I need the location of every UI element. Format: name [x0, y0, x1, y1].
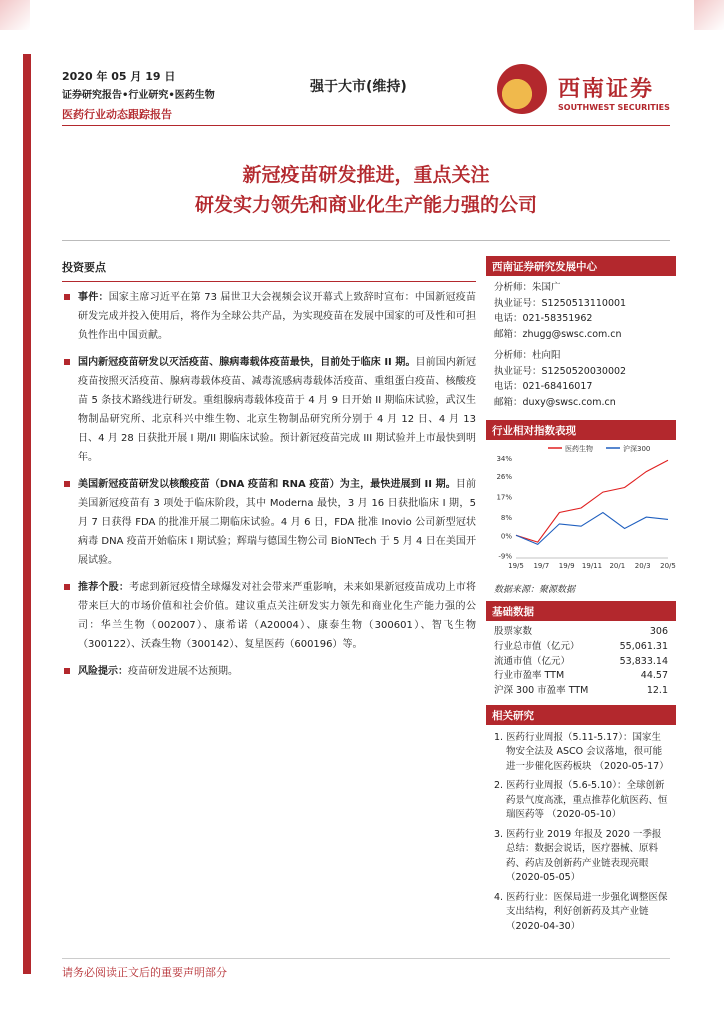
company-logo-name: 西南证券	[558, 77, 655, 102]
research-center-title: 西南证券研究发展中心	[486, 256, 676, 276]
company-logo-icon	[497, 64, 547, 114]
chart-svg	[486, 440, 676, 580]
analyst-email[interactable]: 邮箱：zhugg@swsc.com.cn	[494, 328, 622, 340]
x-tick-label: 19/7	[533, 562, 550, 570]
x-tick-label: 20/5	[660, 562, 676, 570]
item-text: 医药行业：医保局进一步强化调整医保支出结构，利好创新药及其产业链 （2020-04-30）	[506, 891, 668, 932]
highlight-paragraph	[62, 475, 476, 570]
report-category: 证券研究报告•行业研究•医药生物	[62, 90, 215, 101]
item-text: 医药行业 2019 年报及 2020 一季报总结：数据会说话，医疗器械、原料药、药店及创新药产业链表现亮眼 （2020-05-05）	[506, 828, 662, 884]
basic-data-label: 流通市值（亿元）	[494, 655, 571, 667]
basic-data-value: 44.57	[640, 670, 668, 682]
sidebar	[486, 256, 676, 939]
analyst-block	[486, 276, 676, 414]
bullet-icon	[64, 481, 70, 487]
basic-data-row	[486, 655, 676, 670]
y-tick-label: 0%	[500, 532, 512, 541]
x-tick-label: 20/1	[609, 562, 626, 570]
basic-data-row	[486, 684, 676, 699]
analyst-cert: 执业证号：S1250520030002	[494, 365, 627, 377]
bullet-icon	[64, 584, 70, 590]
highlight-paragraph	[62, 288, 476, 345]
analyst-phone: 电话：021-58351962	[494, 313, 593, 324]
basic-data-row	[486, 669, 676, 684]
highlight-lead: 事件：	[78, 292, 109, 303]
basic-data-row	[486, 625, 676, 640]
y-tick-label: 26%	[496, 473, 512, 482]
legend-label: 沪深300	[623, 445, 651, 453]
title-divider	[62, 240, 670, 241]
header-divider	[62, 125, 670, 126]
item-text: 医药行业周报（5.6-5.10）：全球创新药景气度高涨，重点推荐化航医药、恒瑞医药等 （2020-05-10）	[506, 780, 668, 821]
x-tick-label: 19/5	[508, 562, 524, 570]
related-research-item[interactable]	[494, 779, 668, 823]
chart-title: 行业相对指数表现	[486, 420, 676, 440]
highlight-lead: 推荐个股：	[78, 582, 130, 593]
related-research-title: 相关研究	[486, 705, 676, 725]
highlight-lead: 风险提示：	[78, 666, 128, 677]
investment-highlights	[62, 258, 476, 689]
x-tick-label: 19/9	[558, 562, 575, 570]
basic-data-label: 沪深 300 市盈率 TTM	[494, 685, 589, 697]
footer-notice: 请务必阅读正文后的重要声明部分	[62, 966, 227, 979]
series-line-pharma	[516, 460, 668, 542]
analyst-name: 分析师：杜向阳	[494, 350, 561, 361]
highlight-lead: 国内新冠疫苗研发以灭活疫苗、腺病毒载体疫苗最快，目前处于临床 II 期。	[78, 357, 416, 368]
relative-index-chart	[486, 440, 676, 580]
x-tick-label: 19/11	[581, 562, 603, 570]
item-text: 医药行业周报（5.11-5.17）：国家生物安全法及 ASCO 会议落地，很可能进一步催化医药板块 （2020-05-17）	[506, 731, 669, 772]
bullet-icon	[64, 359, 70, 365]
highlight-paragraph	[62, 353, 476, 467]
highlight-lead: 美国新冠疫苗研发以核酸疫苗（DNA 疫苗和 RNA 疫苗）为主，最快进展到 II 期。	[78, 479, 456, 490]
bullet-icon	[64, 668, 70, 674]
x-tick-label: 20/3	[634, 562, 651, 570]
series-line-csi300	[516, 513, 668, 545]
basic-data-title: 基础数据	[486, 601, 676, 621]
basic-data-label: 行业市盈率 TTM	[494, 670, 565, 682]
report-title-line1: 新冠疫苗研发推进，重点关注	[242, 164, 490, 186]
analyst-phone: 电话：021-68416017	[494, 381, 593, 392]
industry-rating: 强于大市(维持)	[310, 79, 407, 95]
legend-label: 医药生物	[565, 445, 593, 453]
highlight-text: 目前国内新冠疫苗按照灭活疫苗、腺病毒载体疫苗、减毒流感病毒载体活疫苗、重组蛋白疫苗、核酸疫苗 5 条技术路线进行研发。重组腺病毒载体疫苗于 4 月 9 日开始 II 期临床试验，武汉生物制品研究所、北京科兴中维生物、北京生物制品研究所分别于 4 月 12 日、4 月 13 日、4 月 28 日获批开展 I 期/II 期临床试验。预计新冠疫苗完成 III 期试验并上市最快到明年。	[78, 357, 477, 463]
chart-source: 数据来源：聚源数据	[494, 585, 576, 595]
y-tick-label: 8%	[500, 514, 512, 523]
related-research-item[interactable]	[494, 731, 668, 775]
y-tick-label: 17%	[496, 493, 512, 502]
highlight-text: 目前美国新冠疫苗有 3 项处于临床阶段，其中 Moderna 最快，3 月 16 日获批临床 I 期，5 月 7 日获得 FDA 的批准开展二期临床试验。4 月 6 日，FDA 批准 Inovio 公司新型冠状病毒 DNA 疫苗开始临床 I 期试验；辉瑞与德国生物公司 BioNTech 于 5 月 4 日在美国开展试验。	[78, 479, 476, 566]
left-accent-bar	[23, 54, 31, 974]
basic-data-value: 306	[649, 626, 668, 637]
related-research-list	[486, 725, 676, 935]
related-research-item[interactable]	[494, 891, 668, 935]
highlight-paragraph	[62, 662, 476, 681]
analyst-cert: 执业证号：S1250513110001	[494, 297, 627, 309]
related-research-item[interactable]	[494, 828, 668, 886]
bullet-icon	[64, 294, 70, 300]
highlight-text: 疫苗研发进展不达预期。	[128, 666, 238, 677]
report-type: 医药行业动态跟踪报告	[62, 108, 172, 121]
report-date: 2020 年 05 月 19 日	[62, 70, 176, 83]
page-corner-decoration	[694, 0, 724, 30]
highlight-text: 国家主席习近平在第 73 届世卫大会视频会议开幕式上致辞时宣布：中国新冠疫苗研发完成并投入使用后，将作为全球公共产品，为实现疫苗在发展中国家的可及性和可担负性作出中国贡献。	[78, 292, 476, 341]
analyst-name: 分析师：朱国广	[494, 282, 561, 293]
basic-data-label: 股票家数	[494, 626, 533, 637]
basic-data-value: 53,833.14	[619, 655, 668, 667]
y-tick-label: -9%	[498, 552, 512, 561]
page-corner-decoration	[0, 0, 30, 30]
report-title-line2: 研发实力领先和商业化生产能力强的公司	[194, 194, 537, 216]
basic-data-row	[486, 640, 676, 655]
y-tick-label: 34%	[496, 455, 512, 463]
company-logo-english: SOUTHWEST SECURITIES	[558, 103, 670, 112]
highlight-text: 考虑到新冠疫情全球爆发对社会带来严重影响，未来如果新冠疫苗成功上市将带来巨大的市场价值和社会价值。建议重点关注研发实力领先和商业化生产能力强的公司：华兰生物（002007）、康希诺（A20004）、康泰生物（300601）、智飞生物（300122）、沃森生物（300142）、复星医药（600196）等。	[78, 582, 477, 650]
basic-data-label: 行业总市值（亿元）	[494, 640, 580, 652]
basic-data-value: 55,061.31	[619, 640, 668, 652]
item-number: 4.	[494, 891, 504, 903]
analyst-email[interactable]: 邮箱：duxy@swsc.com.cn	[494, 396, 616, 408]
highlight-paragraph	[62, 578, 476, 654]
item-number: 3.	[494, 828, 504, 840]
item-number: 2.	[494, 780, 504, 792]
basic-data-table	[486, 621, 676, 705]
basic-data-value: 12.1	[646, 685, 668, 697]
item-number: 1.	[494, 731, 504, 743]
section-title: 投资要点	[62, 258, 476, 282]
footer-divider	[62, 958, 670, 959]
